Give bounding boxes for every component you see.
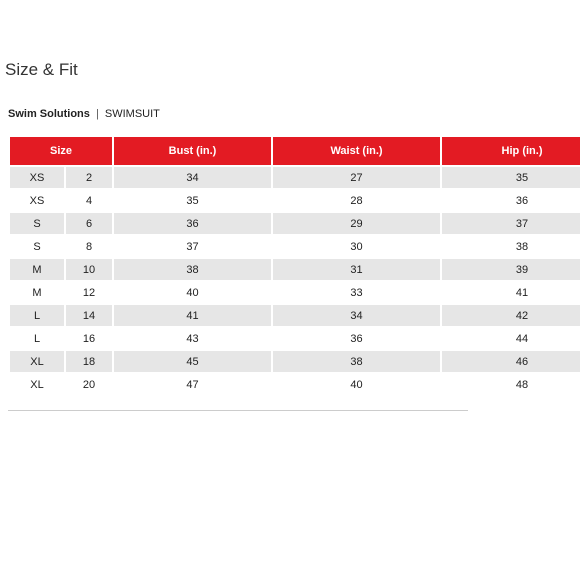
size-letter: XL bbox=[10, 374, 64, 395]
table-row bbox=[10, 213, 580, 234]
table-row bbox=[10, 282, 580, 303]
waist-value: 36 bbox=[273, 328, 440, 349]
size-letter: L bbox=[10, 305, 64, 326]
hip-value: 35 bbox=[442, 167, 580, 188]
size-letter: L bbox=[10, 328, 64, 349]
hip-value: 44 bbox=[442, 328, 580, 349]
waist-value: 30 bbox=[273, 236, 440, 257]
header-size: Size bbox=[10, 137, 112, 165]
table-row bbox=[10, 351, 580, 372]
size-number: 18 bbox=[66, 351, 112, 372]
bust-value: 43 bbox=[114, 328, 271, 349]
product-line bbox=[8, 108, 160, 120]
size-letter: XS bbox=[10, 167, 64, 188]
size-number: 6 bbox=[66, 213, 112, 234]
hip-value: 46 bbox=[442, 351, 580, 372]
page-title: Size & Fit bbox=[5, 60, 78, 79]
table-row bbox=[10, 374, 580, 395]
hip-value: 37 bbox=[442, 213, 580, 234]
hip-value: 42 bbox=[442, 305, 580, 326]
waist-value: 34 bbox=[273, 305, 440, 326]
bust-value: 45 bbox=[114, 351, 271, 372]
size-number: 10 bbox=[66, 259, 112, 280]
table-row bbox=[10, 190, 580, 211]
size-letter: M bbox=[10, 259, 64, 280]
hip-value: 38 bbox=[442, 236, 580, 257]
bust-value: 36 bbox=[114, 213, 271, 234]
bust-value: 34 bbox=[114, 167, 271, 188]
size-letter: XL bbox=[10, 351, 64, 372]
hip-value: 41 bbox=[442, 282, 580, 303]
header-bust: Bust (in.) bbox=[114, 137, 271, 165]
table-row bbox=[10, 259, 580, 280]
size-number: 16 bbox=[66, 328, 112, 349]
brand-name: Swim Solutions bbox=[8, 108, 90, 120]
waist-value: 31 bbox=[273, 259, 440, 280]
size-number: 14 bbox=[66, 305, 112, 326]
bust-value: 41 bbox=[114, 305, 271, 326]
table-row bbox=[10, 236, 580, 257]
hip-value: 36 bbox=[442, 190, 580, 211]
table-row bbox=[10, 328, 580, 349]
product-category: SWIMSUIT bbox=[104, 108, 160, 120]
hip-value: 39 bbox=[442, 259, 580, 280]
bust-value: 37 bbox=[114, 236, 271, 257]
table-header-row bbox=[10, 137, 580, 165]
waist-value: 38 bbox=[273, 351, 440, 372]
header-hip: Hip (in.) bbox=[442, 137, 580, 165]
size-letter: S bbox=[10, 236, 64, 257]
separator: | bbox=[95, 108, 99, 120]
table-row bbox=[10, 167, 580, 188]
size-number: 12 bbox=[66, 282, 112, 303]
size-chart-table bbox=[8, 135, 580, 397]
size-letter: S bbox=[10, 213, 64, 234]
hip-value: 48 bbox=[442, 374, 580, 395]
waist-value: 40 bbox=[273, 374, 440, 395]
header-waist: Waist (in.) bbox=[273, 137, 440, 165]
size-number: 4 bbox=[66, 190, 112, 211]
waist-value: 29 bbox=[273, 213, 440, 234]
bust-value: 35 bbox=[114, 190, 271, 211]
waist-value: 27 bbox=[273, 167, 440, 188]
waist-value: 28 bbox=[273, 190, 440, 211]
bust-value: 47 bbox=[114, 374, 271, 395]
size-letter: XS bbox=[10, 190, 64, 211]
size-number: 20 bbox=[66, 374, 112, 395]
size-number: 8 bbox=[66, 236, 112, 257]
waist-value: 33 bbox=[273, 282, 440, 303]
table-row bbox=[10, 305, 580, 326]
size-number: 2 bbox=[66, 167, 112, 188]
bust-value: 40 bbox=[114, 282, 271, 303]
divider bbox=[8, 410, 468, 411]
size-letter: M bbox=[10, 282, 64, 303]
bust-value: 38 bbox=[114, 259, 271, 280]
